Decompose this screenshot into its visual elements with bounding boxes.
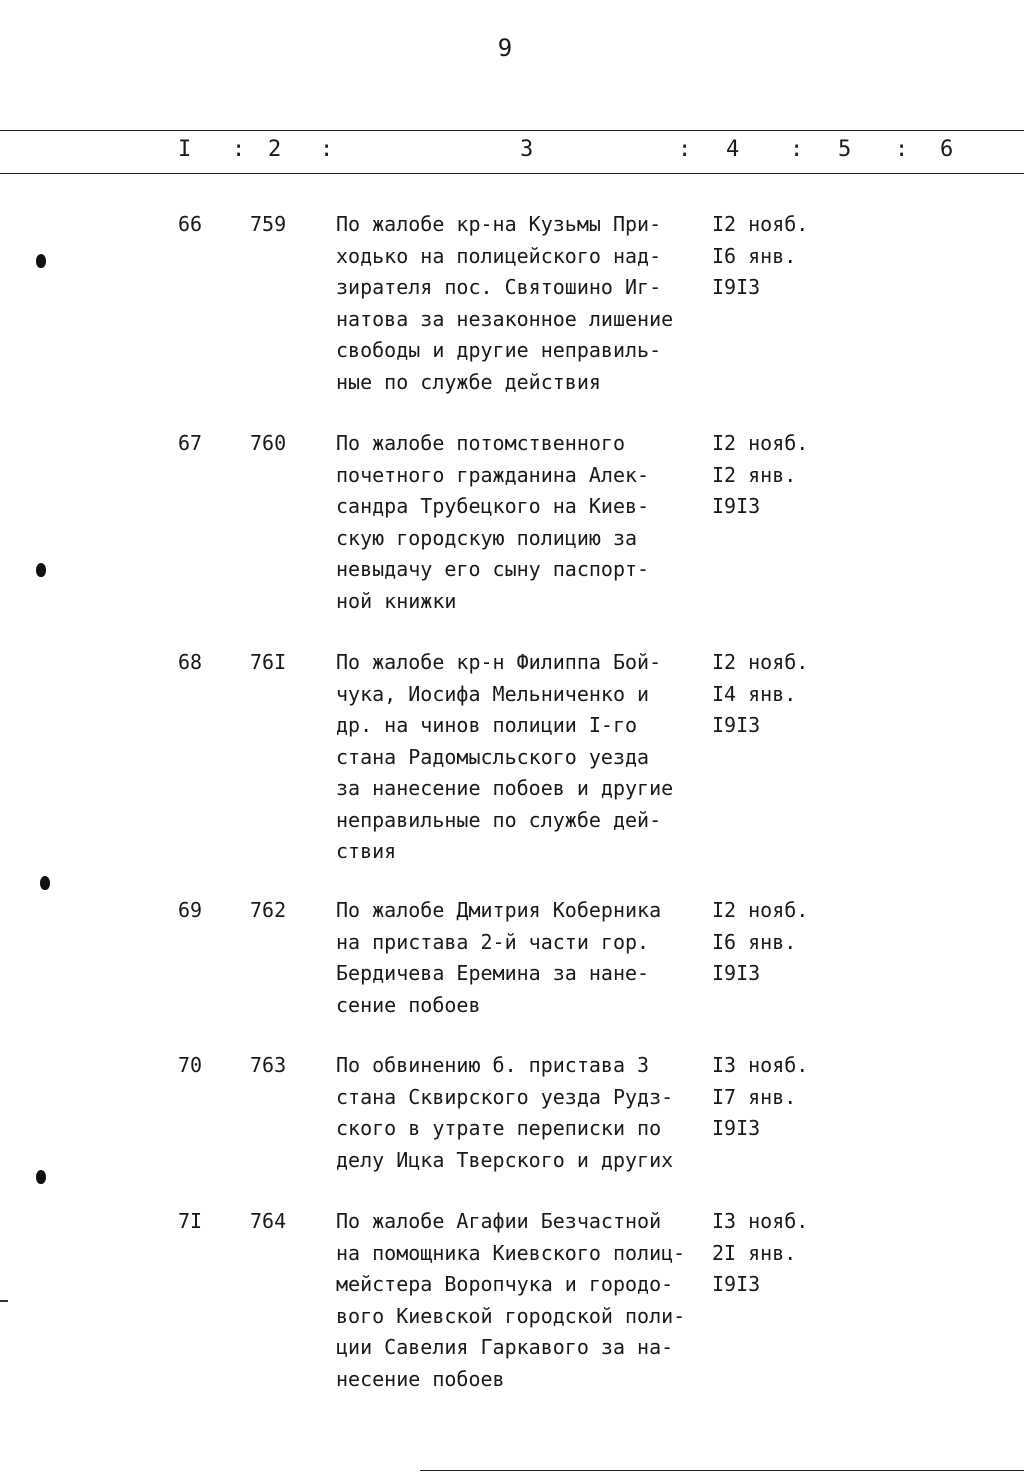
entry-number: 66 <box>178 212 203 236</box>
case-number: 764 <box>250 1209 287 1233</box>
column-separator: : <box>678 137 692 162</box>
column-separator: : <box>320 137 334 162</box>
case-number: 760 <box>250 431 287 455</box>
description-line: на пристава 2-й части гор. <box>336 929 650 954</box>
column-header-1: I <box>178 137 192 162</box>
description-line: за нанесение побоев и другие <box>336 776 674 800</box>
footer-rule <box>420 1470 1024 1471</box>
description-line: ствия <box>336 839 397 863</box>
description-line: По жалобе Дмитрия Коберника <box>336 898 662 922</box>
description-line: скую городскую полицию за <box>336 525 638 550</box>
description-line: вого Киевской городской поли- <box>336 1303 686 1328</box>
end-date: I7 янв. <box>712 1084 797 1109</box>
description-line: По жалобе кр-н Филиппа Бой- <box>336 650 662 674</box>
description-line: почетного гражданина Алек- <box>336 462 650 487</box>
description-line: стана Радомысльского уезда <box>336 744 650 769</box>
case-number: 763 <box>250 1053 287 1077</box>
entry-year: I9I3 <box>712 713 761 737</box>
column-separator: : <box>895 137 909 162</box>
start-date: I3 нояб. <box>712 1209 809 1233</box>
entry-number: 70 <box>178 1053 203 1077</box>
scan-mark <box>0 1300 8 1302</box>
entry-dates <box>712 209 808 304</box>
entry-year: I9I3 <box>712 1272 761 1296</box>
column-header-3: 3 <box>520 137 534 162</box>
case-number: 76I <box>250 650 287 674</box>
entry-dates <box>712 1206 808 1301</box>
column-separator: : <box>232 137 246 162</box>
entry-dates <box>712 428 808 523</box>
entry-dates <box>712 1050 808 1145</box>
entry-number: 69 <box>178 898 203 922</box>
description-line: на помощника Киевского полиц- <box>336 1240 686 1265</box>
entry-year: I9I3 <box>712 961 761 985</box>
description-line: др. на чинов полиции I-го <box>336 713 638 737</box>
description-line: несение побоев <box>336 1366 505 1391</box>
description-line: ной книжки <box>336 588 457 613</box>
description-line: мейстера Воропчука и городо- <box>336 1272 674 1296</box>
description-line: ные по службе действия <box>336 369 601 394</box>
entry-year: I9I3 <box>712 275 761 299</box>
header-bottom-rule <box>0 173 1024 174</box>
entry-number: 7I <box>178 1209 203 1233</box>
description-line: По обвинению б. пристава 3 <box>336 1053 650 1077</box>
description-line: натова за незаконное лишение <box>336 306 674 331</box>
column-header-5: 5 <box>838 137 852 162</box>
entry-description <box>336 895 661 1021</box>
entry-description <box>336 209 673 398</box>
entry-year: I9I3 <box>712 494 761 518</box>
binding-hole <box>36 1170 46 1184</box>
header-top-rule <box>0 130 1024 131</box>
start-date: I2 нояб. <box>712 898 809 922</box>
entry-dates <box>712 647 808 742</box>
start-date: I2 нояб. <box>712 431 809 455</box>
description-line: чука, Иосифа Мельниченко и <box>336 681 650 706</box>
description-line: свободы и другие неправиль- <box>336 338 662 362</box>
description-line: неправильные по службе дей- <box>336 807 662 832</box>
entry-description <box>336 647 673 868</box>
description-line: стана Сквирского уезда Рудз- <box>336 1084 674 1109</box>
end-date: I2 янв. <box>712 462 797 487</box>
binding-hole <box>40 876 50 890</box>
case-number: 759 <box>250 212 287 236</box>
column-separator: : <box>790 137 804 162</box>
description-line: ходько на полицейского над- <box>336 243 662 268</box>
page-number: 9 <box>497 34 513 62</box>
binding-hole <box>36 254 46 268</box>
entry-description <box>336 1206 685 1395</box>
description-line: ции Савелия Гаркавого за на- <box>336 1335 674 1359</box>
entry-number: 68 <box>178 650 203 674</box>
entry-description <box>336 1050 673 1176</box>
end-date: 2I янв. <box>712 1240 797 1265</box>
entry-description <box>336 428 649 617</box>
description-line: сение побоев <box>336 992 481 1017</box>
description-line: зирателя пос. Святошино Иг- <box>336 275 662 299</box>
entry-year: I9I3 <box>712 1116 761 1140</box>
binding-hole <box>36 563 46 577</box>
description-line: Бердичева Еремина за нане- <box>336 961 650 985</box>
description-line: По жалобе потомственного <box>336 431 625 455</box>
description-line: невыдачу его сыну паспорт- <box>336 557 650 581</box>
end-date: I4 янв. <box>712 681 797 706</box>
entry-number: 67 <box>178 431 203 455</box>
start-date: I2 нояб. <box>712 650 809 674</box>
entry-dates <box>712 895 808 990</box>
case-number: 762 <box>250 898 287 922</box>
column-header-6: 6 <box>940 137 954 162</box>
description-line: По жалобе кр-на Кузьмы При- <box>336 212 662 236</box>
start-date: I2 нояб. <box>712 212 809 236</box>
description-line: ского в утрате переписки по <box>336 1116 662 1140</box>
end-date: I6 янв. <box>712 243 797 268</box>
description-line: сандра Трубецкого на Киев- <box>336 494 650 518</box>
description-line: делу Ицка Тверского и других <box>336 1147 674 1172</box>
end-date: I6 янв. <box>712 929 797 954</box>
column-header-2: 2 <box>268 137 282 162</box>
description-line: По жалобе Агафии Безчастной <box>336 1209 662 1233</box>
column-header-4: 4 <box>726 137 740 162</box>
start-date: I3 нояб. <box>712 1053 809 1077</box>
